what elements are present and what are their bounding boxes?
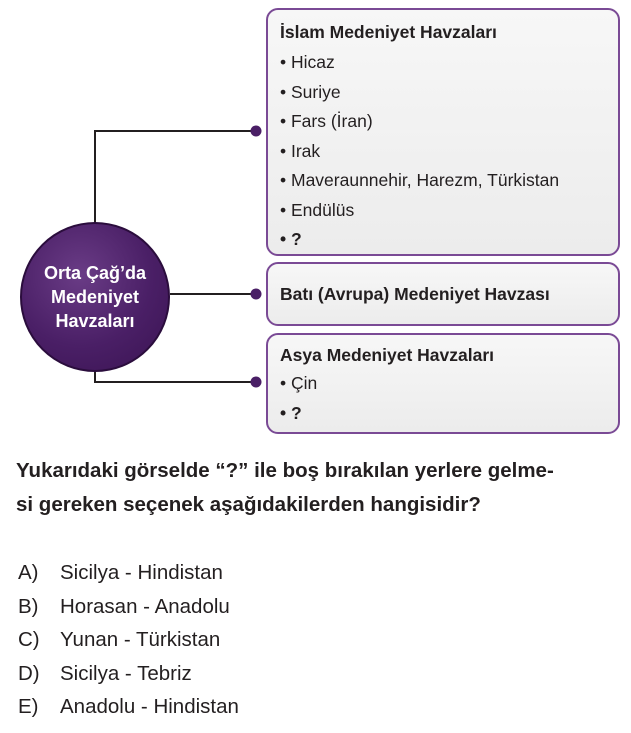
option-letter: D)	[18, 661, 40, 685]
list-item: • Maveraunnehir, Harezm, Türkistan	[280, 170, 560, 190]
connector-dot-top	[251, 126, 262, 137]
asian-civilization-box	[266, 333, 620, 434]
center-label: Orta Çağ’da Medeniyet Havzaları	[43, 263, 147, 331]
box-title: İslam Medeniyet Havzaları	[280, 22, 497, 42]
option-letter: E)	[18, 695, 39, 718]
option-c[interactable]	[18, 623, 618, 657]
option-text: Sicilya - Hindistan	[60, 561, 223, 584]
box-title: Batı (Avrupa) Medeniyet Havzası	[280, 283, 550, 304]
list-item: • Hicaz	[280, 52, 335, 72]
list-item: • Irak	[280, 140, 321, 161]
question-line-1: Yukarıdaki görselde “?” ile boş bırakılan yerlere gelme-	[16, 459, 554, 482]
question-text	[16, 454, 621, 522]
question-line-2: si gereken seçenek aşağıdakilerden hangisidir?	[16, 493, 481, 516]
list-item: • Çin	[280, 373, 318, 393]
list-item: • Suriye	[280, 81, 341, 102]
connector-dot-bottom	[251, 377, 262, 388]
option-letter: A)	[18, 561, 39, 584]
option-letter: B)	[18, 594, 39, 618]
list-item: • Endülüs	[280, 199, 355, 220]
list-item-question-mark: • ?	[280, 229, 302, 249]
connector-bottom	[95, 370, 256, 382]
option-a[interactable]	[18, 556, 618, 590]
list-item: • Fars (İran)	[280, 111, 373, 131]
option-text: Anadolu - Hindistan	[60, 695, 239, 718]
connector-dot-middle	[251, 289, 262, 300]
islam-civilization-box	[266, 8, 620, 256]
option-d[interactable]	[18, 657, 618, 691]
list-item-question-mark: • ?	[280, 402, 302, 423]
western-civilization-box	[266, 262, 620, 326]
option-text: Sicilya - Tebriz	[60, 661, 192, 685]
option-text: Horasan - Anadolu	[60, 594, 230, 618]
option-e[interactable]	[18, 690, 618, 724]
answer-options	[18, 556, 618, 724]
option-b[interactable]	[18, 590, 618, 624]
box-title: Asya Medeniyet Havzaları	[280, 345, 494, 365]
center-circle	[20, 222, 170, 372]
option-text: Yunan - Türkistan	[60, 628, 221, 651]
option-letter: C)	[18, 628, 40, 651]
connector-top	[95, 131, 256, 224]
